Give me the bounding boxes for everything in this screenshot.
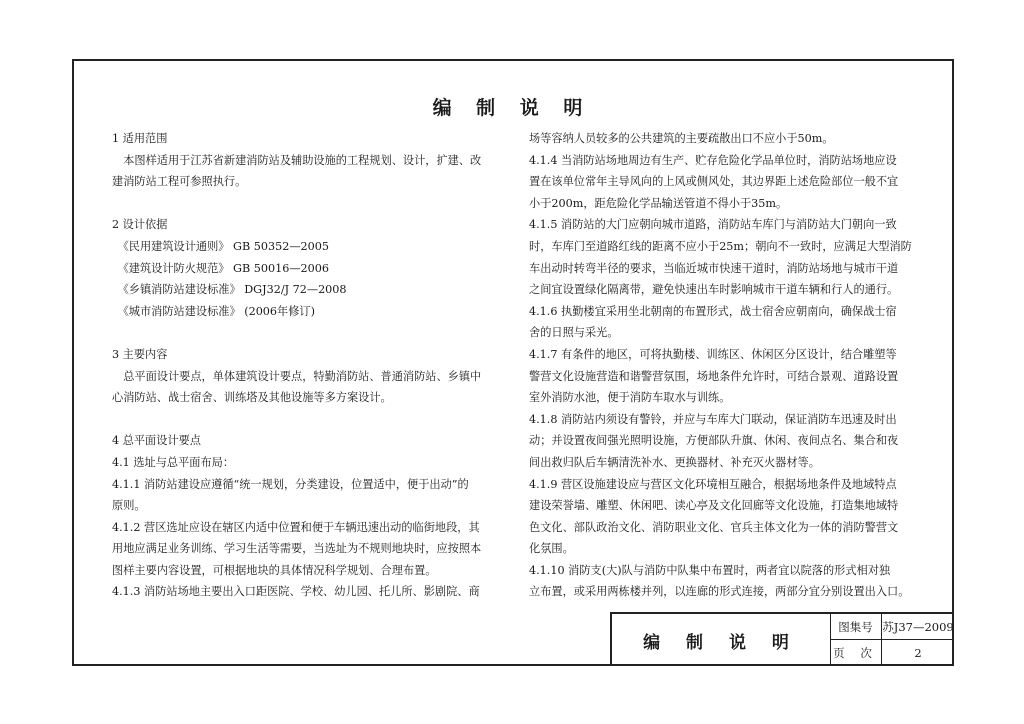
text-line: 《乡镇消防站建设标准》 DGJ32/J 72—2008 (112, 283, 347, 297)
title-block (610, 612, 954, 666)
text-line: 4.1.1 消防站建设应遵循“统一规划，分类建设，位置适中，便于出动”的 (112, 477, 469, 491)
text-line: 用地应满足业务训练、学习生活等需要，当选址为不规则地块时，应按照本 (112, 542, 482, 556)
text-line (112, 193, 492, 215)
text-line: 心消防站、战士宿舍、训练塔及其他设施等多方案设计。 (112, 391, 392, 405)
text-line: 4.1.6 执勤楼宜采用坐北朝南的布置形式，战士宿舍应朝南向，确保战士宿 (529, 304, 897, 318)
text-line: 舍的日照与采光。 (529, 326, 619, 340)
text-line: 本图样适用于江苏省新建消防站及辅助设施的工程规划、设计，扩建、改 (112, 153, 482, 167)
title-block-name: 编 制 说 明 (612, 614, 831, 666)
text-line: 4.1 选址与总平面布局： (112, 455, 235, 469)
text-line: 《建筑设计防火规范》 GB 50016—2006 (112, 261, 329, 275)
text-line: 警营文化设施营造和谐警营氛围，场地条件允许时，可结合景观、道路设置 (529, 369, 899, 383)
page-title: 编 制 说 明 (432, 97, 592, 119)
text-line: 图样主要内容设置，可根据地块的具体情况科学规划、合理布置。 (112, 563, 437, 577)
atlas-number-value: 苏J37—2009 (882, 614, 954, 640)
text-line: 4.1.2 营区选址应设在辖区内适中位置和便于车辆迅速出动的临街地段，其 (112, 520, 480, 534)
text-line: 3 主要内容 (112, 347, 168, 361)
text-line: 4.1.5 消防站的大门应朝向城市道路，消防站车库门与消防站大门朝向一致 (529, 218, 897, 232)
text-line (112, 322, 492, 344)
text-line: 室外消防水池，便于消防车取水与训练。 (529, 391, 731, 405)
text-line: 4.1.7 有条件的地区，可将执勤楼、训练区、休闲区分区设计，结合雕塑等 (529, 347, 897, 361)
right-text-column (529, 128, 912, 603)
text-line: 4.1.9 营区设施建设应与营区文化环境相互融合，根据场地条件及地域特点 (529, 477, 897, 491)
text-line: 色文化、部队政治文化、消防职业文化、官兵主体文化为一体的消防警营文 (529, 520, 899, 534)
page-number-value: 2 (914, 646, 922, 660)
text-line: 建消防站工程可参照执行。 (112, 175, 247, 189)
text-line: 动；并设置夜间强光照明设施，方便部队升旗、休闲、夜间点名、集合和夜 (529, 434, 899, 448)
text-line: 立布置，或采用两栋楼并列，以连廊的形式连接，两部分宜分别设置出入口。 (529, 585, 910, 599)
page-number-label: 页 次 (830, 640, 882, 666)
text-line: 场等容纳人员较多的公共建筑的主要疏散出口不应小于50m。 (529, 132, 834, 145)
text-line: 原则。 (112, 499, 146, 513)
text-line: 4.1.10 消防支(大)队与消防中队集中布置时，两者宜以院落的形式相对独 (529, 563, 891, 577)
text-line (112, 409, 492, 431)
left-text-column (112, 128, 492, 603)
text-line: 车出动时转弯半径的要求，当临近城市快速干道时，消防站场地与城市干道 (529, 261, 899, 275)
text-line: 之间宜设置绿化隔离带，避免快速出车时影响城市干道车辆和行人的通行。 (529, 283, 899, 297)
text-line: 间出救归队后车辆清洗补水、更换器材、补充灭火器材等。 (529, 455, 820, 469)
text-line: 建设荣誉墙、雕塑、休闲吧、读心亭及文化回廊等文化设施，打造集地域特 (529, 499, 899, 513)
text-line: 2 设计依据 (112, 218, 168, 232)
text-line: 1 适用范围 (112, 132, 168, 145)
text-line: 4.1.4 当消防站场地周边有生产、贮存危险化学品单位时，消防站场地应设 (529, 153, 897, 167)
text-line: 4.1.3 消防站场地主要出入口距医院、学校、幼儿园、托儿所、影剧院、商 (112, 585, 480, 599)
text-line: 时，车库门至道路红线的距离不应小于25m；朝向不一致时，应满足大型消防 (529, 239, 912, 253)
text-line: 置在该单位常年主导风向的上风或侧风处，其边界距上述危险部位一般不宜 (529, 175, 899, 189)
text-line: 4.1.8 消防站内须设有警铃，并应与车库大门联动，保证消防车迅速及时出 (529, 412, 897, 426)
text-line: 《城市消防站建设标准》 (2006年修订) (112, 304, 315, 318)
text-line: 总平面设计要点，单体建筑设计要点，特勤消防站、普通消防站、乡镇中 (112, 369, 482, 383)
text-line: 4 总平面设计要点 (112, 434, 201, 448)
atlas-number-label: 图集号 (830, 614, 882, 640)
text-line: 小于200m，距危险化学品输送管道不得小于35m。 (529, 196, 788, 210)
text-line: 《民用建筑设计通则》 GB 50352—2005 (112, 239, 329, 253)
text-line: 化氛围。 (529, 542, 574, 556)
